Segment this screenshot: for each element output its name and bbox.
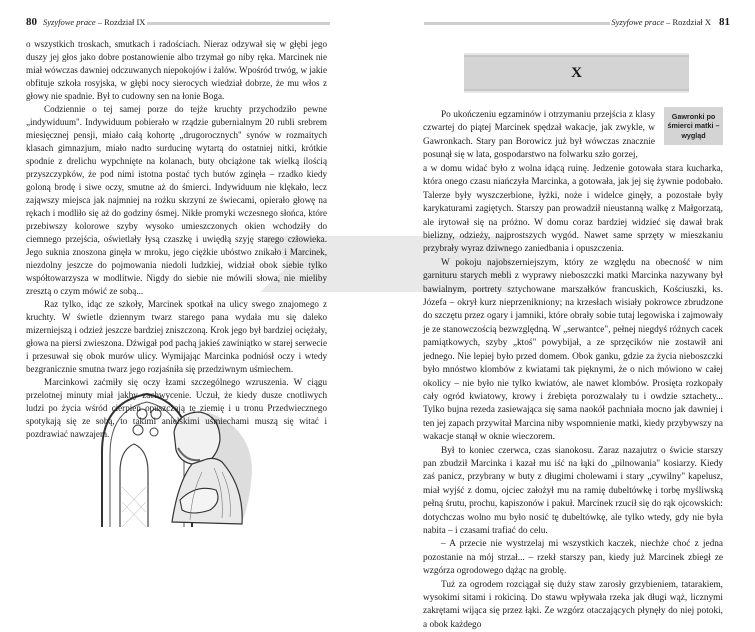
- header-rule-right: [424, 22, 610, 25]
- window-lattice: [122, 487, 146, 527]
- margin-note-text: Gawronki po śmierci matki – wygląd: [667, 112, 720, 140]
- left-body-text: [26, 38, 327, 441]
- book-title-left: Syzyfowe prace: [43, 17, 96, 27]
- paragraph: Był to koniec czerwca, czas sianokosu. Zaraz nazajutrz o świcie starszy pan zbudził Marcinka i kazał mu iść na łąki do „pilnowania" kosiarzy. Kiedy zaś panicz, przybrany w buty z długimi cholewami i stary „cywilny" kapelusz, miał wyjść z domu, ojciec założył mu na ramię dubeltówkę i torbę myśliwską pełną śrutu, prochu, kapiszonów i pakuł. Marcinek rzucił się do rąk ojcowskich: dotychczas wolno mu było nosić tę dubeltówkę, ale tylko wtedy, gdy nie była nabita – i czasami trafiać do celu.: [423, 445, 723, 536]
- right-body-text: [423, 163, 723, 632]
- chapter-heading-box: [464, 53, 689, 93]
- paragraph: Marcinkowi zaćmiły się oczy łzami szczególnego wzruszenia. W ciągu przelotnej minuty miał jakby zachwycenie. Uczuł, że kiedy dusze cnotliwych ludzi po życia wśród cierpień opuszczają tę ziemię i u tronu Przedwiecznego spotykają się ze sobą, to takimi anielskimi uśmiechami muszą się witać i pozdrawiać nawzajem.: [26, 377, 327, 439]
- book-title-right: Syzyfowe prace: [611, 17, 665, 27]
- chapter-label-left: – Rozdział IX: [95, 17, 146, 27]
- running-title-left: [43, 17, 145, 27]
- right-body-text-narrow: [423, 109, 655, 163]
- paragraph: Po ukończeniu egzaminów i otrzymaniu przejścia z klasy czwartej do piątej Marcinek spędzał wakacje, jak zwykle, w Gawronkach. Stary pan Borowicz już był wówczas znacznie posunął się w lata, gospodarstwo na folwarku szło gorzej,: [423, 110, 655, 161]
- right-page: [378, 0, 755, 630]
- chapter-heading: X: [571, 64, 582, 81]
- paragraph: – A przecie nie wystrzelaj mi wszystkich kaczek, niechże choć z jedna pozostanie na mój strzał... – rzekł starszy pan, kiedy już Marcinek zbiegł ze wzgórza ogrodowego dążąc na groblę.: [423, 539, 723, 577]
- paragraph: a w domu widać było z wolna idącą ruinę. Jedzenie gotowała stara kucharka, która onego czasu niańczyła Marcinka, a gotowała, jak jej się żywnie podobało. Talerze były wyszczerbione, łyżki, noże i widelce ginęły, a pozostałe były karykaturami zagiętych. Starszy pan prowadził nieustanną walkę z Małgorzatą, ale irytował się na próżno. W domu coraz bardziej widzieć się dawał brak bielizny, odzieży, najprostszych wygód. Nawet same sprzęty w mieszkaniu przybrały wyraz dziwnego zaniedbania i opuszczenia.: [423, 164, 723, 255]
- page-number-left: 80: [26, 16, 37, 28]
- header-rule-left: [147, 22, 330, 25]
- paragraph: Tuż za ogrodem rozciągał się duży staw zarosły grzybieniem, tatarakiem, wysokimi sitami i rokiciną. Do stawu wpływała rzeka jak długi wąż, licznymi zakrętami wijąca się przez łąki. Ze wzgórz otaczających płynęły do niej potoki, a obok każdego: [423, 579, 723, 630]
- running-head-right: [611, 16, 730, 28]
- paragraph: o wszystkich troskach, smutkach i radościach. Nieraz odzywał się w głębi jego duszy jej głos jako dobre postanowienie albo trzymał go niby ręka. Marcinek nie miał wówczas dawniej odczuwanych niepokojów i żalów. Wpośród trwóg, w jakie obfituje szkoła rosyjska, w głębi nocy sierocych wiedział dobrze, że mu włos z głowy nie spadnie. Był to cudowny sen na łonie Boga.: [26, 39, 327, 101]
- chapter-label-right: – Rozdział X: [664, 17, 711, 27]
- left-page: [0, 0, 378, 538]
- paragraph: Raz tylko, idąc ze szkoły, Marcinek spotkał na ulicy swego znajomego z kruchty. W świetle dziennym twarz starego pana wydała mu się daleko mizerniejszą i odzież jeszcze bardziej zniszczoną. Krok jego był bardziej ociężały, głowa na piersi zwieszona. Dźwigał pod pachą jakieś zawiniątko w starej serwecie i przesuwał się obok murów ulicy. Wymijając Marcinka podniósł oczy i wtedy bezgranicznie smutna twarz jego rozjaśniła się przedziwnym uśmiechem.: [26, 299, 327, 374]
- paragraph: W pokoju najobszerniejszym, który ze względu na obecność w nim garnituru starych mebli z wyprawy nieboszczki matki Marcinka nazywany był bawialnym, portrety sztychowane marszałków francuskich, Kościuszki, ks. Józefa – okrył kurz nieprzenikniony; na krzesłach wisiały pokrowce zbrudzone do szczętu przez ogary i jamniki, które obrały sobie tutaj legowiska i zajmowały je ze stanowczością bezwzględną. W „serwantce", pełnej niegdyś różnych cacek pamiątkowych, szyby „ktoś" powybijał, a ze sprzęcików nie zostawił ani jednego. Nie lepiej było przed domem. Obok ganku, gdzie za życia nieboszczki było mnóstwo klombów z kwiatami tak pięknymi, że o nich mówiono w całej okolicy – nie było nie tylko kwiatów, ale nawet klombów. Prosięta rozkopały cały ogród kwiatowy, krowy i źrebięta porozwalały tu i owdzie sztachety... Tylko bujna rezeda zasiewająca się sama naokół pachniała mocno jak dawniej i ten jej zapach przywitał Marcina niby wspomnienie matki, kiedy przybywszy na wakacje stanął w oknie wieczorem.: [423, 257, 723, 443]
- margin-note: [664, 107, 723, 145]
- running-title-right: [611, 17, 711, 27]
- page-number-right: 81: [719, 16, 730, 28]
- running-head-left: [26, 16, 145, 28]
- paragraph: Codziennie o tej samej porze do tejże kruchty przychodziło pewne „indywiduum". Indywiduum pobierało w rządzie gubernialnym 20 rubli srebrem miesięcznej pensji, miało całą kohortę „drugorocznych" synów w rozmaitych klasach gimnazjum, miało nadto surducinę wytartą do ostatniej nitki, krótkie spodnie z drelichu wypchnięte na kolanach, buty obciążone tak wielką ilością przyszczypków, że pod nimi istotna postać tych butów zginęła – rzadko kiedy goloną brodę i siwe oczy, smutne aż do śmierci. Indywiduum nie klękało, lecz zająwszy miejsca jak najmniej na rożku skrzyni ze świecami, opierało głowę na rękach i modliło się aż do godziny ósmej. Nikłe promyki wczesnego słońca, które przebiwszy kolorowe szyby wysoko umieszczonych okien wchodziły do ciemnego przejścia, oświetlały łysą czaszkę i uwiędłą szyję starego człowieka. Jego suknia znoszona ginęła w mroku, jego ciężkie ubóstwo znikało i Marcinek, niezdolny jeszcze do pojmowania niedoli ludzkiej, widział obok siebie tylko współtowarzysza w modlitwie. Nigdy do siebie nie mówili słowa, nie mieliby zresztą o czym mówić ze sobą...: [26, 104, 327, 296]
